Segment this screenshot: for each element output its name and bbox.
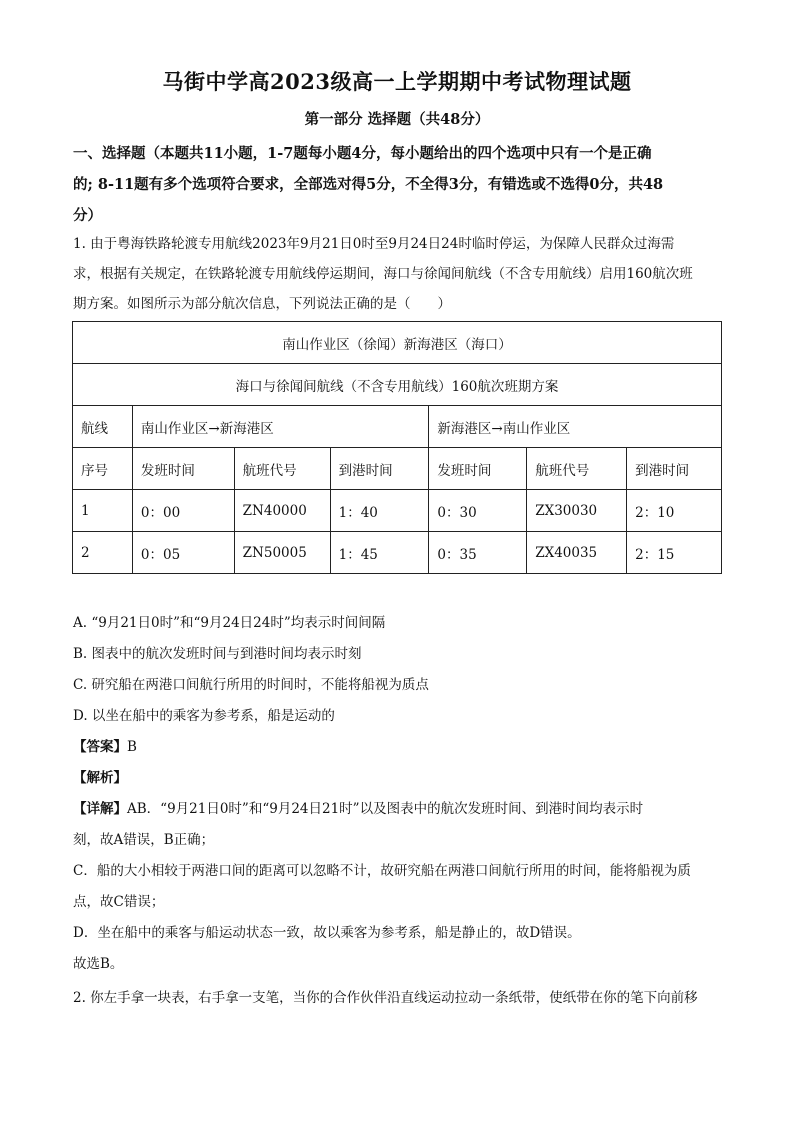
table-cell: 1：40 <box>330 490 429 532</box>
table-header-ports: 南山作业区（徐闻）新海港区（海口） <box>73 322 722 364</box>
table-cell: ZX30030 <box>527 490 627 532</box>
explanation-c-1: C．船的大小相较于两港口间的距离可以忽略不计，故研究船在两港口间航行所用的时间，能将船视为质 <box>73 863 691 879</box>
table-cell: 0：05 <box>132 532 234 574</box>
table-cell: 0：35 <box>429 532 527 574</box>
answer-label: 【答案】 <box>73 739 127 755</box>
explanation-d: D．坐在船中的乘客与船运动状态一致，故以乘客为参考系，船是静止的，故D错误。 <box>73 925 581 941</box>
question-1-stem <box>73 229 728 319</box>
option-c: C. 研究船在两港口间航行所用的时间时，不能将船视为质点 <box>73 677 429 693</box>
table-cell: 1 <box>73 490 133 532</box>
exam-title: 马街中学高2023级高一上学期期中考试物理试题 <box>162 69 632 94</box>
route-a: 南山作业区→新海港区 <box>132 406 429 448</box>
detail-line-2: 刻，故A错误，B正确； <box>73 832 215 848</box>
column-header: 到港时间 <box>330 448 429 490</box>
table-cell: ZX40035 <box>527 532 627 574</box>
explanation-c-2: 点，故C错误； <box>73 894 165 910</box>
detail-text: AB．“9月21日0时”和“9月24日21时”以及图表中的航次发班时间、到港时间均表示时 <box>127 801 644 817</box>
column-header: 发班时间 <box>429 448 527 490</box>
q1-line-1: 1. 由于粤海铁路轮渡专用航线2023年9月21日0时至9月24日24时临时停运，为保障人民群众过海需 <box>73 236 675 252</box>
question-2-stem <box>73 983 738 1013</box>
answer-value: B <box>127 739 137 755</box>
table-row <box>73 490 722 532</box>
section-instructions <box>73 138 723 231</box>
answer-section <box>73 732 733 980</box>
detail-line-1 <box>73 794 733 825</box>
option-d: D. 以坐在船中的乘客为参考系，船是运动的 <box>73 708 335 724</box>
section-line-3: 分） <box>73 207 102 224</box>
column-header: 序号 <box>73 448 133 490</box>
table-column-header-row <box>73 448 722 490</box>
table-cell: 0：00 <box>132 490 234 532</box>
conclusion: 故选B。 <box>73 956 124 972</box>
q1-line-2: 求，根据有关规定，在铁路轮渡专用航线停运期间，海口与徐闻间航线（不含专用航线）启用160航次班 <box>73 266 693 282</box>
table-route-row <box>73 406 722 448</box>
column-header: 发班时间 <box>132 448 234 490</box>
table-header-plan: 海口与徐闻间航线（不含专用航线）160航次班期方案 <box>73 364 722 406</box>
table-row <box>73 532 722 574</box>
q1-line-3: 期方案。如图所示为部分航次信息，下列说法正确的是（ ） <box>73 296 451 312</box>
section-line-1: 一、选择题（本题共11小题，1-7题每小题4分，每小题给出的四个选项中只有一个是正确 <box>73 145 652 162</box>
column-header: 航班代号 <box>234 448 330 490</box>
option-b: B. 图表中的航次发班时间与到港时间均表示时刻 <box>73 646 362 662</box>
table-cell: 1：45 <box>330 532 429 574</box>
detail-label: 【详解】 <box>73 801 127 817</box>
route-label: 航线 <box>73 406 133 448</box>
schedule-table <box>72 321 722 574</box>
part-subtitle: 第一部分 选择题（共48分） <box>304 111 490 128</box>
table-cell: 2 <box>73 532 133 574</box>
table-cell: 2：15 <box>627 532 722 574</box>
table-cell: ZN50005 <box>234 532 330 574</box>
table-header-row <box>73 322 722 364</box>
table-header-row <box>73 364 722 406</box>
route-b: 新海港区→南山作业区 <box>429 406 722 448</box>
column-header: 到港时间 <box>627 448 722 490</box>
table-cell: 0：30 <box>429 490 527 532</box>
q2-line-1: 2. 你左手拿一块表，右手拿一支笔，当你的合作伙伴沿直线运动拉动一条纸带，使纸带在你的笔下向前移 <box>73 990 698 1006</box>
answer-line <box>73 732 733 763</box>
analysis-label: 【解析】 <box>73 770 127 786</box>
section-line-2: 的; 8-11题有多个选项符合要求，全部选对得5分，不全得3分，有错选或不选得0分，共48 <box>73 176 664 193</box>
question-1-options <box>73 608 723 732</box>
column-header: 航班代号 <box>527 448 627 490</box>
table-cell: 2：10 <box>627 490 722 532</box>
option-a: A. “9月21日0时”和“9月24日24时”均表示时间间隔 <box>73 615 386 631</box>
table-cell: ZN40000 <box>234 490 330 532</box>
